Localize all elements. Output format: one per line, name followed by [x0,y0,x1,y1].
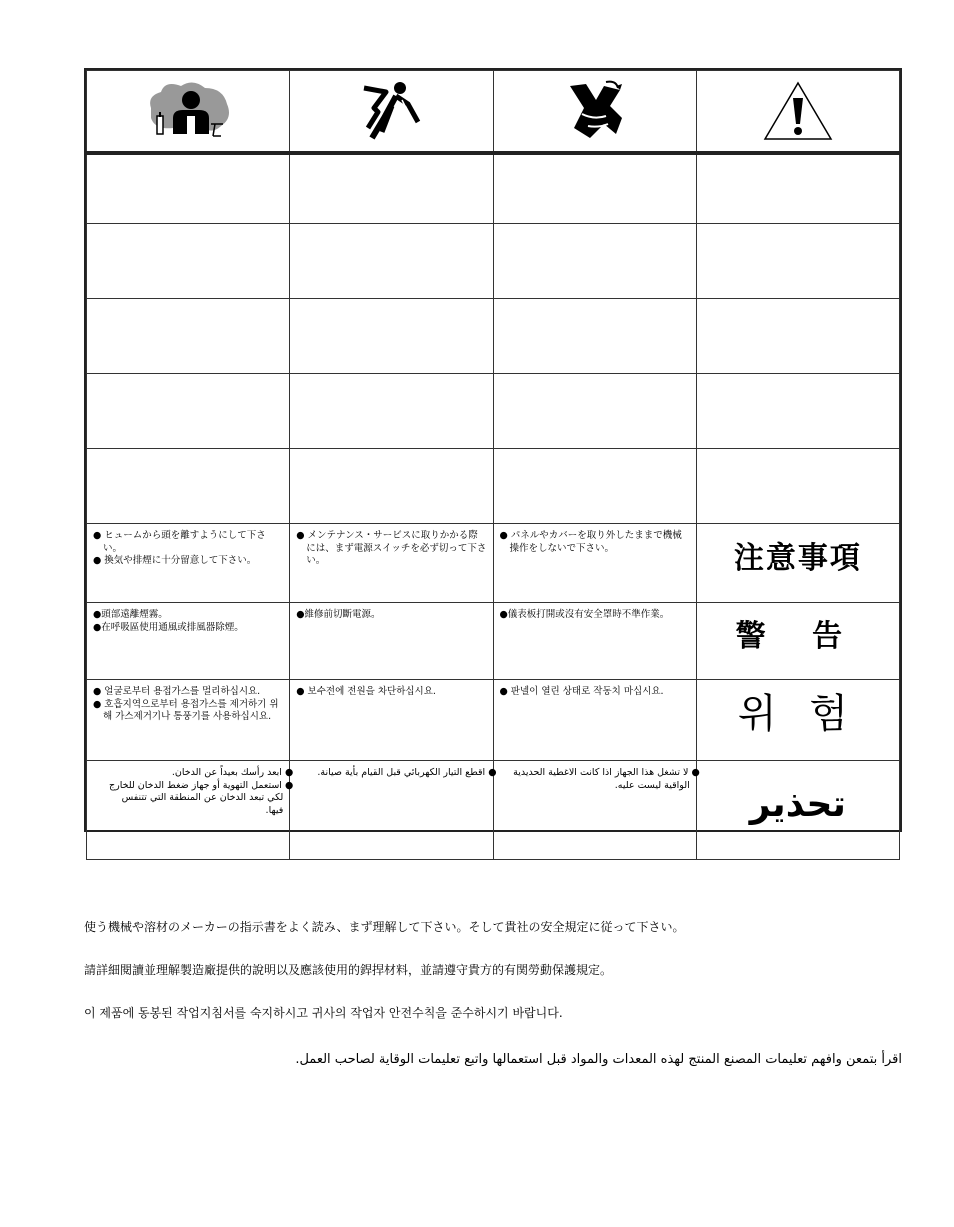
japanese-title-cell [696,524,899,603]
blank-cell [696,449,899,524]
blank-cell [493,299,696,374]
arabic-parts-text: ● لا تشغل هذا الجهاز اذا كانت الاغطية الحديدية الواقية ليست عليه. [493,761,696,860]
warning-icon [762,80,834,142]
blank-cell [696,224,899,299]
arabic-title-cell [696,761,899,860]
korean-shock-text: ● 보수전에 전원을 차단하십시요. [290,680,493,761]
electric-shock-icon [356,78,426,144]
blank-cell [290,153,493,224]
japanese-instructions: 使う機械や溶材のメーカーの指示書をよく読み、まず理解して下さい。そして貴社の安全規定に従って下さい。 [84,920,685,934]
japanese-fumes-text: ● ヒュームから頭を離すようにして下さい。 ● 換気や排煙に十分留意して下さい。 [87,524,290,603]
blank-cell [493,449,696,524]
arabic-title: تحذير [749,784,846,826]
chinese-title: 警 告 [735,619,861,655]
blank-cell [696,374,899,449]
blank-cell [87,153,290,224]
chinese-fumes-text: ●頭部遠離煙霧。 ●在呼吸區使用通風或排風器除煙。 [87,603,290,680]
electric-shock-cell [290,71,493,154]
korean-instructions: 이 제품에 동봉된 작업지침서를 숙지하시고 귀사의 작업자 안전수칙을 준수하시기 바랍니다. [84,1006,563,1020]
blank-cell [87,374,290,449]
chinese-shock-text: ●維修前切斷電源。 [290,603,493,680]
blank-cell [696,153,899,224]
japanese-title: 注意事項 [733,541,862,577]
blank-cell [87,299,290,374]
korean-title: 위 험 [737,691,858,738]
japanese-shock-text: ● メンテナンス・サービスに取りかかる際には、まず電源スイッチを必ず切って下さい。 [290,524,493,603]
chinese-parts-text: ●儀表板打開或沒有安全罩時不準作業。 [493,603,696,680]
fumes-icon [143,78,233,144]
blank-cell [493,374,696,449]
blank-cell [493,153,696,224]
chinese-instructions: 請詳細閱讀並理解製造廠提供的說明以及應該使用的銲捍材料，並請遵守貴方的有関勞動保護規定。 [84,963,613,977]
fumes-cell [87,71,290,154]
korean-fumes-text: ● 얼굴로부터 용접가스를 멀리하십시요. ● 호흡지역으로부터 용접가스를 제거하기 위해 가스제거기나 통풍기를 사용하십시요. [87,680,290,761]
blank-cell [87,449,290,524]
blank-cell [290,374,493,449]
moving-parts-cell [493,71,696,154]
blank-cell [290,449,493,524]
blank-cell [696,299,899,374]
arabic-shock-text: ● اقطع التيار الكهربائي قبل القيام بأية صيانة. [290,761,493,860]
moving-parts-icon [560,78,630,144]
blank-cell [290,224,493,299]
korean-parts-text: ● 판넬이 열린 상태로 작동치 마십시요. [493,680,696,761]
chinese-title-cell [696,603,899,680]
blank-cell [87,224,290,299]
blank-cell [493,224,696,299]
arabic-instructions: اقرأ بتمعن وافهم تعليمات المصنع المنتج لهذه المعدات والمواد قبل استعمالها واتبع تعليمات الوقاية لصاحب العمل. [295,1052,902,1067]
japanese-parts-text: ● パネルやカバーを取り外したままで機械操作をしないで下さい。 [493,524,696,603]
blank-cell [290,299,493,374]
arabic-fumes-text: ● ابعد رأسك بعيداً عن الدخان. ● استعمل التهوية أو جهاز ضغط الدخان للخارج لكي تبعد الدخان عن المنطقة التي تتنفس فيها. [87,761,290,860]
warning-cell [696,71,899,154]
safety-warning-table [84,68,902,832]
korean-title-cell [696,680,899,761]
